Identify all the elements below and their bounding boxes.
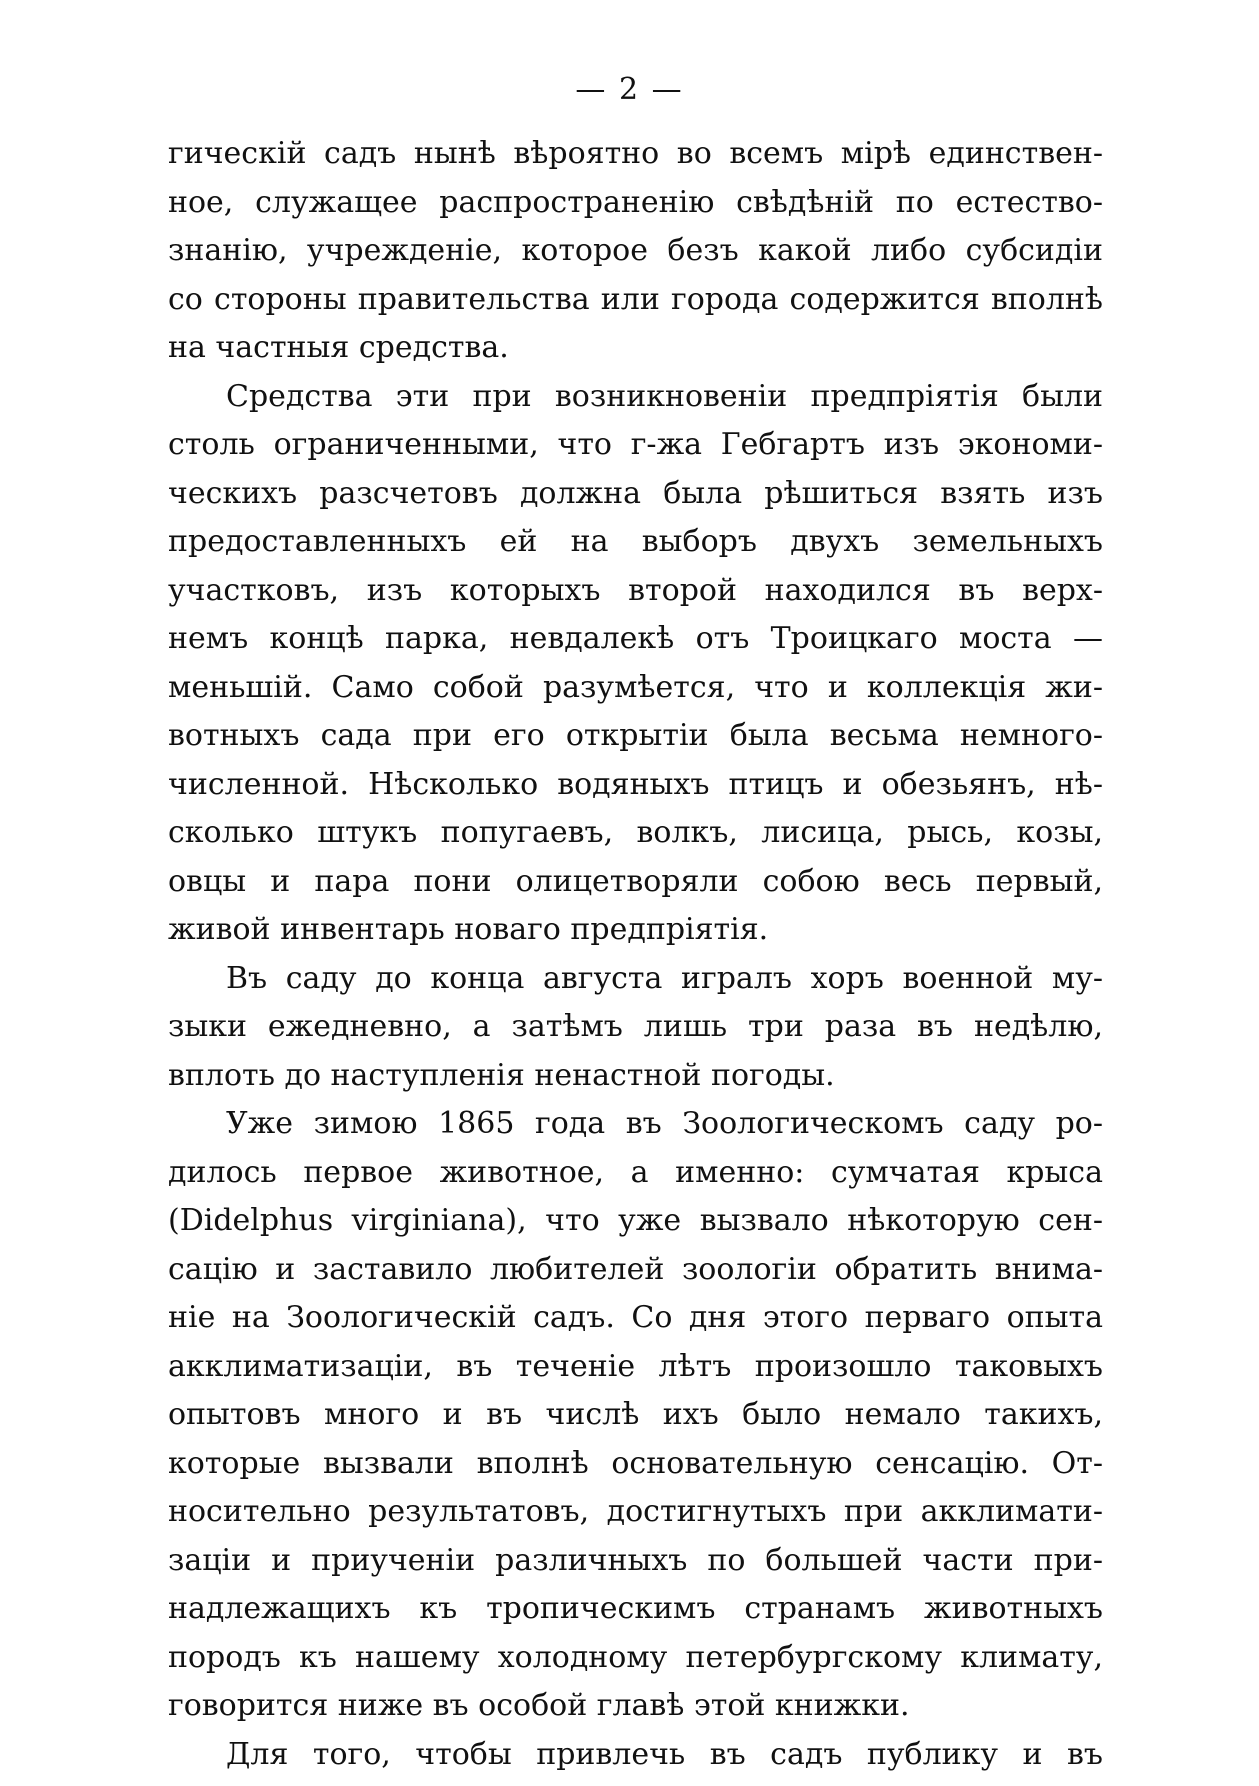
text-line: дилось первое животное, а именно: сумчатая крыса — [168, 1154, 1103, 1190]
text-line: сацію и заставило любителей зоологіи обратить внима- — [168, 1251, 1103, 1287]
paragraph — [168, 373, 1103, 955]
text-line: надлежащихъ къ тропическимъ странамъ животныхъ — [168, 1591, 1103, 1626]
text-line: со стороны правительства или города содержится вполнѣ — [168, 281, 1103, 317]
text-line: вплоть до наступленія ненастной погоды. — [168, 1057, 835, 1093]
paragraph — [168, 1100, 1103, 1731]
text-line: ніе на Зоологическій садъ. Со дня этого перваго опыта — [168, 1300, 1103, 1335]
body-text — [168, 130, 1103, 1779]
paragraph — [168, 1731, 1103, 1780]
text-line: гическій садъ нынѣ вѣроятно во всемъ мірѣ единствен- — [168, 136, 1103, 171]
text-line: носительно результатовъ, достигнутыхъ при акклимати- — [168, 1494, 1103, 1529]
paragraph — [168, 130, 1103, 373]
text-line: породъ къ нашему холодному петербургскому климату, — [168, 1639, 1103, 1675]
text-line: меньшій. Само собой разумѣется, что и коллекція жи- — [168, 669, 1103, 705]
page-number: — 2 — — [575, 72, 684, 107]
text-line: (Didelphus virginiana), что уже вызвало нѣкоторую сен- — [168, 1203, 1103, 1238]
text-line: зыки ежедневно, а затѣмъ лишь три раза въ недѣлю, — [168, 1009, 1103, 1044]
text-line: знанію, учрежденіе, которое безъ какой либо субсидіи — [168, 233, 1103, 268]
paragraph — [168, 955, 1103, 1101]
text-line: Уже зимою 1865 года въ Зоологическомъ саду ро- — [226, 1106, 1103, 1141]
text-line: участковъ, изъ которыхъ второй находился въ верх- — [168, 572, 1103, 608]
text-line: ческихъ разсчетовъ должна была рѣшиться взять изъ — [168, 475, 1103, 511]
text-line: вотныхъ сада при его открытіи была весьма немного- — [168, 718, 1103, 753]
text-line: овцы и пара пони олицетворяли собою весь первый, — [168, 863, 1103, 899]
text-line: столь ограниченными, что г-жа Гебгартъ изъ экономи- — [168, 427, 1103, 462]
text-line: предоставленныхъ ей на выборъ двухъ земельныхъ — [168, 524, 1103, 559]
text-line: сколько штукъ попугаевъ, волкъ, лисица, рысь, козы, — [168, 815, 1103, 850]
text-line: численной. Нѣсколько водяныхъ птицъ и обезьянъ, нѣ- — [168, 766, 1103, 802]
text-line: Для того, чтобы привлечь въ садъ публику и въ — [226, 1736, 1103, 1772]
text-line: опытовъ много и въ числѣ ихъ было немало такихъ, — [168, 1397, 1103, 1432]
text-line: Средства эти при возникновеніи предпріятія были — [226, 378, 1103, 414]
text-line: акклиматизаціи, въ теченіе лѣтъ произошло таковыхъ — [168, 1348, 1103, 1384]
text-line: которые вызвали вполнѣ основательную сенсацію. От- — [168, 1445, 1103, 1481]
text-line: ное, служащее распространенію свѣдѣній по естество- — [168, 184, 1103, 220]
text-line: заціи и приученіи различныхъ по большей части при- — [168, 1542, 1103, 1578]
text-line: на частныя средства. — [168, 330, 509, 365]
text-line: живой инвентарь новаго предпріятія. — [168, 912, 769, 947]
text-line: Въ саду до конца августа игралъ хоръ военной му- — [226, 960, 1103, 996]
text-line: немъ концѣ парка, невдалекѣ отъ Троицкаго моста — — [168, 621, 1103, 656]
text-line: говорится ниже въ особой главѣ этой книжки. — [168, 1688, 910, 1723]
